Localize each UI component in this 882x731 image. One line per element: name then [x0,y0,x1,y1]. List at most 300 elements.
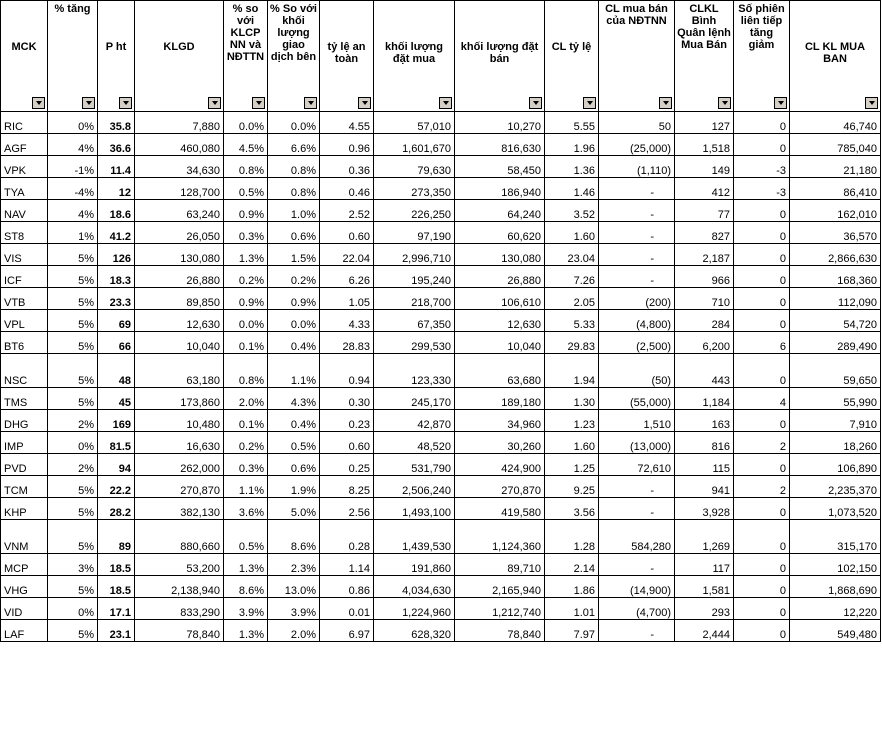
cell-pct-khoi-luong[interactable]: 13.0% [268,576,320,598]
cell-ty-le-an-toan[interactable]: 6.26 [320,266,374,288]
cell-cl-mua-ban[interactable]: 72,610 [599,454,675,476]
cell-klgd[interactable]: 173,860 [135,388,224,410]
cell-p-ht[interactable]: 18.3 [98,266,135,288]
cell-pct-tang[interactable]: 5% [48,266,98,288]
cell-cl-ty-le[interactable]: 1.94 [545,354,599,388]
cell-ty-le-an-toan[interactable]: 0.28 [320,520,374,554]
cell-cl-ty-le[interactable]: 1.60 [545,222,599,244]
cell-kl-dat-mua[interactable]: 195,240 [374,266,455,288]
cell-klgd[interactable]: 130,080 [135,244,224,266]
cell-pct-khoi-luong[interactable]: 1.9% [268,476,320,498]
cell-pct-klcp[interactable]: 8.6% [224,576,268,598]
cell-clkl-binh-quan[interactable]: 163 [675,410,734,432]
cell-pct-tang[interactable]: 5% [48,520,98,554]
cell-cl-kl-mua-ban[interactable]: 2,235,370 [790,476,881,498]
cell-mck[interactable]: NAV [1,200,48,222]
cell-kl-dat-mua[interactable]: 245,170 [374,388,455,410]
cell-klgd[interactable]: 78,840 [135,620,224,642]
cell-ty-le-an-toan[interactable]: 22.04 [320,244,374,266]
filter-dropdown-icon[interactable] [659,97,672,109]
cell-cl-ty-le[interactable]: 2.14 [545,554,599,576]
cell-cl-kl-mua-ban[interactable]: 102,150 [790,554,881,576]
cell-clkl-binh-quan[interactable]: 3,928 [675,498,734,520]
cell-cl-kl-mua-ban[interactable]: 21,180 [790,156,881,178]
cell-pct-klcp[interactable]: 1.3% [224,554,268,576]
cell-cl-ty-le[interactable]: 7.26 [545,266,599,288]
cell-p-ht[interactable]: 48 [98,354,135,388]
cell-kl-dat-ban[interactable]: 816,630 [455,134,545,156]
cell-pct-khoi-luong[interactable]: 3.9% [268,598,320,620]
cell-cl-ty-le[interactable]: 1.96 [545,134,599,156]
cell-cl-kl-mua-ban[interactable]: 1,073,520 [790,498,881,520]
cell-ty-le-an-toan[interactable]: 0.60 [320,222,374,244]
cell-clkl-binh-quan[interactable]: 2,187 [675,244,734,266]
filter-dropdown-icon[interactable] [358,97,371,109]
cell-kl-dat-mua[interactable]: 191,860 [374,554,455,576]
cell-kl-dat-ban[interactable]: 1,124,360 [455,520,545,554]
cell-ty-le-an-toan[interactable]: 4.33 [320,310,374,332]
cell-klgd[interactable]: 2,138,940 [135,576,224,598]
filter-dropdown-icon[interactable] [718,97,731,109]
cell-kl-dat-ban[interactable]: 419,580 [455,498,545,520]
cell-pct-khoi-luong[interactable]: 8.6% [268,520,320,554]
cell-cl-mua-ban[interactable]: (25,000) [599,134,675,156]
cell-kl-dat-ban[interactable]: 64,240 [455,200,545,222]
cell-mck[interactable]: DHG [1,410,48,432]
cell-pct-tang[interactable]: 5% [48,354,98,388]
cell-kl-dat-mua[interactable]: 1,493,100 [374,498,455,520]
cell-pct-klcp[interactable]: 0.2% [224,266,268,288]
cell-kl-dat-ban[interactable]: 63,680 [455,354,545,388]
cell-cl-mua-ban[interactable]: (13,000) [599,432,675,454]
cell-mck[interactable]: LAF [1,620,48,642]
cell-cl-kl-mua-ban[interactable]: 12,220 [790,598,881,620]
cell-pct-khoi-luong[interactable]: 1.0% [268,200,320,222]
cell-so-phien[interactable]: 0 [734,134,790,156]
cell-kl-dat-mua[interactable]: 48,520 [374,432,455,454]
cell-cl-kl-mua-ban[interactable]: 54,720 [790,310,881,332]
cell-so-phien[interactable]: 2 [734,476,790,498]
cell-clkl-binh-quan[interactable]: 117 [675,554,734,576]
cell-ty-le-an-toan[interactable]: 0.60 [320,432,374,454]
cell-so-phien[interactable]: 0 [734,266,790,288]
cell-ty-le-an-toan[interactable]: 28.83 [320,332,374,354]
filter-dropdown-icon[interactable] [208,97,221,109]
cell-cl-kl-mua-ban[interactable]: 36,570 [790,222,881,244]
cell-p-ht[interactable]: 35.8 [98,112,135,134]
cell-pct-khoi-luong[interactable]: 0.2% [268,266,320,288]
cell-pct-khoi-luong[interactable]: 0.5% [268,432,320,454]
cell-ty-le-an-toan[interactable]: 0.36 [320,156,374,178]
cell-clkl-binh-quan[interactable]: 2,444 [675,620,734,642]
cell-pct-klcp[interactable]: 2.0% [224,388,268,410]
cell-so-phien[interactable]: 0 [734,244,790,266]
cell-cl-mua-ban[interactable]: (4,800) [599,310,675,332]
cell-ty-le-an-toan[interactable]: 0.86 [320,576,374,598]
cell-so-phien[interactable]: 0 [734,520,790,554]
cell-p-ht[interactable]: 11.4 [98,156,135,178]
cell-klgd[interactable]: 12,630 [135,310,224,332]
cell-cl-mua-ban[interactable]: (50) [599,354,675,388]
cell-kl-dat-mua[interactable]: 57,010 [374,112,455,134]
cell-klgd[interactable]: 63,180 [135,354,224,388]
cell-so-phien[interactable]: 0 [734,598,790,620]
cell-so-phien[interactable]: -3 [734,156,790,178]
cell-pct-tang[interactable]: 4% [48,200,98,222]
cell-p-ht[interactable]: 126 [98,244,135,266]
cell-pct-tang[interactable]: 0% [48,432,98,454]
cell-pct-tang[interactable]: 5% [48,388,98,410]
cell-pct-klcp[interactable]: 0.1% [224,332,268,354]
cell-clkl-binh-quan[interactable]: 1,269 [675,520,734,554]
cell-mck[interactable]: MCP [1,554,48,576]
cell-klgd[interactable]: 10,040 [135,332,224,354]
cell-cl-mua-ban[interactable]: 50 [599,112,675,134]
cell-klgd[interactable]: 880,660 [135,520,224,554]
cell-pct-klcp[interactable]: 0.2% [224,432,268,454]
cell-pct-tang[interactable]: 3% [48,554,98,576]
cell-cl-mua-ban[interactable]: 1,510 [599,410,675,432]
cell-clkl-binh-quan[interactable]: 827 [675,222,734,244]
cell-mck[interactable]: RIC [1,112,48,134]
cell-pct-tang[interactable]: 2% [48,454,98,476]
cell-mck[interactable]: VTB [1,288,48,310]
cell-pct-tang[interactable]: 2% [48,410,98,432]
cell-pct-klcp[interactable]: 0.9% [224,288,268,310]
cell-cl-mua-ban[interactable]: (2,500) [599,332,675,354]
cell-p-ht[interactable]: 89 [98,520,135,554]
cell-pct-khoi-luong[interactable]: 0.9% [268,288,320,310]
cell-kl-dat-mua[interactable]: 273,350 [374,178,455,200]
cell-mck[interactable]: AGF [1,134,48,156]
cell-cl-ty-le[interactable]: 1.36 [545,156,599,178]
cell-pct-khoi-luong[interactable]: 0.8% [268,178,320,200]
cell-pct-tang[interactable]: 5% [48,576,98,598]
cell-pct-khoi-luong[interactable]: 1.5% [268,244,320,266]
cell-so-phien[interactable]: 0 [734,200,790,222]
cell-cl-ty-le[interactable]: 1.25 [545,454,599,476]
cell-pct-khoi-luong[interactable]: 2.0% [268,620,320,642]
cell-kl-dat-mua[interactable]: 2,506,240 [374,476,455,498]
cell-cl-mua-ban[interactable]: - [599,266,675,288]
cell-ty-le-an-toan[interactable]: 0.46 [320,178,374,200]
cell-p-ht[interactable]: 18.5 [98,576,135,598]
cell-clkl-binh-quan[interactable]: 966 [675,266,734,288]
cell-pct-khoi-luong[interactable]: 0.6% [268,222,320,244]
cell-mck[interactable]: NSC [1,354,48,388]
cell-kl-dat-ban[interactable]: 424,900 [455,454,545,476]
cell-klgd[interactable]: 262,000 [135,454,224,476]
cell-cl-ty-le[interactable]: 1.30 [545,388,599,410]
cell-ty-le-an-toan[interactable]: 6.97 [320,620,374,642]
cell-ty-le-an-toan[interactable]: 0.94 [320,354,374,388]
cell-kl-dat-ban[interactable]: 58,450 [455,156,545,178]
cell-clkl-binh-quan[interactable]: 1,518 [675,134,734,156]
cell-cl-mua-ban[interactable]: (1,110) [599,156,675,178]
cell-ty-le-an-toan[interactable]: 0.23 [320,410,374,432]
cell-pct-klcp[interactable]: 1.1% [224,476,268,498]
cell-klgd[interactable]: 10,480 [135,410,224,432]
cell-clkl-binh-quan[interactable]: 6,200 [675,332,734,354]
cell-clkl-binh-quan[interactable]: 816 [675,432,734,454]
cell-cl-kl-mua-ban[interactable]: 315,170 [790,520,881,554]
cell-pct-klcp[interactable]: 0.8% [224,354,268,388]
cell-cl-kl-mua-ban[interactable]: 2,866,630 [790,244,881,266]
cell-cl-ty-le[interactable]: 2.05 [545,288,599,310]
cell-clkl-binh-quan[interactable]: 1,581 [675,576,734,598]
cell-pct-khoi-luong[interactable]: 0.6% [268,454,320,476]
cell-kl-dat-ban[interactable]: 89,710 [455,554,545,576]
cell-kl-dat-mua[interactable]: 2,996,710 [374,244,455,266]
cell-so-phien[interactable]: 0 [734,310,790,332]
cell-clkl-binh-quan[interactable]: 284 [675,310,734,332]
cell-klgd[interactable]: 26,050 [135,222,224,244]
cell-mck[interactable]: TMS [1,388,48,410]
cell-cl-mua-ban[interactable]: - [599,476,675,498]
cell-kl-dat-ban[interactable]: 186,940 [455,178,545,200]
cell-pct-klcp[interactable]: 0.3% [224,454,268,476]
cell-clkl-binh-quan[interactable]: 293 [675,598,734,620]
cell-p-ht[interactable]: 28.2 [98,498,135,520]
cell-pct-khoi-luong[interactable]: 5.0% [268,498,320,520]
cell-pct-klcp[interactable]: 0.9% [224,200,268,222]
cell-cl-kl-mua-ban[interactable]: 18,260 [790,432,881,454]
cell-mck[interactable]: IMP [1,432,48,454]
cell-p-ht[interactable]: 18.6 [98,200,135,222]
cell-kl-dat-mua[interactable]: 4,034,630 [374,576,455,598]
filter-dropdown-icon[interactable] [304,97,317,109]
cell-p-ht[interactable]: 66 [98,332,135,354]
cell-kl-dat-ban[interactable]: 10,270 [455,112,545,134]
cell-pct-klcp[interactable]: 1.3% [224,244,268,266]
cell-pct-tang[interactable]: 1% [48,222,98,244]
cell-cl-kl-mua-ban[interactable]: 86,410 [790,178,881,200]
cell-cl-ty-le[interactable]: 1.01 [545,598,599,620]
cell-clkl-binh-quan[interactable]: 710 [675,288,734,310]
cell-mck[interactable]: KHP [1,498,48,520]
cell-cl-ty-le[interactable]: 23.04 [545,244,599,266]
cell-cl-kl-mua-ban[interactable]: 162,010 [790,200,881,222]
cell-mck[interactable]: VIS [1,244,48,266]
cell-pct-tang[interactable]: 5% [48,476,98,498]
cell-kl-dat-mua[interactable]: 1,224,960 [374,598,455,620]
cell-pct-klcp[interactable]: 0.0% [224,112,268,134]
cell-cl-ty-le[interactable]: 1.28 [545,520,599,554]
cell-klgd[interactable]: 89,850 [135,288,224,310]
cell-pct-klcp[interactable]: 0.5% [224,178,268,200]
cell-kl-dat-mua[interactable]: 218,700 [374,288,455,310]
cell-klgd[interactable]: 26,880 [135,266,224,288]
cell-pct-tang[interactable]: -1% [48,156,98,178]
cell-klgd[interactable]: 16,630 [135,432,224,454]
filter-dropdown-icon[interactable] [529,97,542,109]
cell-p-ht[interactable]: 22.2 [98,476,135,498]
cell-pct-tang[interactable]: 5% [48,332,98,354]
cell-kl-dat-ban[interactable]: 12,630 [455,310,545,332]
cell-p-ht[interactable]: 23.3 [98,288,135,310]
cell-cl-ty-le[interactable]: 1.60 [545,432,599,454]
cell-pct-klcp[interactable]: 1.3% [224,620,268,642]
cell-clkl-binh-quan[interactable]: 127 [675,112,734,134]
cell-so-phien[interactable]: 0 [734,576,790,598]
cell-p-ht[interactable]: 169 [98,410,135,432]
cell-mck[interactable]: VHG [1,576,48,598]
cell-cl-ty-le[interactable]: 7.97 [545,620,599,642]
cell-cl-mua-ban[interactable]: (4,700) [599,598,675,620]
cell-pct-khoi-luong[interactable]: 0.4% [268,332,320,354]
cell-mck[interactable]: VPL [1,310,48,332]
cell-klgd[interactable]: 63,240 [135,200,224,222]
cell-pct-khoi-luong[interactable]: 0.4% [268,410,320,432]
cell-klgd[interactable]: 53,200 [135,554,224,576]
cell-clkl-binh-quan[interactable]: 443 [675,354,734,388]
cell-so-phien[interactable]: 0 [734,620,790,642]
cell-cl-mua-ban[interactable]: (200) [599,288,675,310]
cell-cl-kl-mua-ban[interactable]: 112,090 [790,288,881,310]
cell-kl-dat-ban[interactable]: 34,960 [455,410,545,432]
cell-mck[interactable]: VID [1,598,48,620]
cell-p-ht[interactable]: 17.1 [98,598,135,620]
cell-pct-klcp[interactable]: 3.6% [224,498,268,520]
filter-dropdown-icon[interactable] [119,97,132,109]
cell-kl-dat-ban[interactable]: 78,840 [455,620,545,642]
cell-klgd[interactable]: 382,130 [135,498,224,520]
cell-cl-kl-mua-ban[interactable]: 106,890 [790,454,881,476]
cell-kl-dat-mua[interactable]: 123,330 [374,354,455,388]
cell-so-phien[interactable]: 0 [734,554,790,576]
cell-kl-dat-ban[interactable]: 30,260 [455,432,545,454]
cell-cl-mua-ban[interactable]: (55,000) [599,388,675,410]
cell-cl-ty-le[interactable]: 1.23 [545,410,599,432]
cell-kl-dat-ban[interactable]: 189,180 [455,388,545,410]
cell-mck[interactable]: BT6 [1,332,48,354]
cell-pct-klcp[interactable]: 0.3% [224,222,268,244]
cell-cl-mua-ban[interactable]: (14,900) [599,576,675,598]
cell-so-phien[interactable]: 4 [734,388,790,410]
cell-clkl-binh-quan[interactable]: 1,184 [675,388,734,410]
cell-ty-le-an-toan[interactable]: 8.25 [320,476,374,498]
cell-klgd[interactable]: 270,870 [135,476,224,498]
cell-pct-khoi-luong[interactable]: 0.8% [268,156,320,178]
cell-kl-dat-mua[interactable]: 97,190 [374,222,455,244]
cell-p-ht[interactable]: 23.1 [98,620,135,642]
cell-clkl-binh-quan[interactable]: 115 [675,454,734,476]
cell-pct-khoi-luong[interactable]: 2.3% [268,554,320,576]
cell-ty-le-an-toan[interactable]: 1.05 [320,288,374,310]
cell-klgd[interactable]: 34,630 [135,156,224,178]
cell-cl-ty-le[interactable]: 9.25 [545,476,599,498]
cell-cl-kl-mua-ban[interactable]: 289,490 [790,332,881,354]
filter-dropdown-icon[interactable] [865,97,878,109]
cell-ty-le-an-toan[interactable]: 2.56 [320,498,374,520]
cell-kl-dat-mua[interactable]: 628,320 [374,620,455,642]
cell-klgd[interactable]: 460,080 [135,134,224,156]
cell-clkl-binh-quan[interactable]: 941 [675,476,734,498]
cell-klgd[interactable]: 7,880 [135,112,224,134]
cell-so-phien[interactable]: 0 [734,410,790,432]
cell-pct-tang[interactable]: 0% [48,598,98,620]
cell-mck[interactable]: TCM [1,476,48,498]
cell-so-phien[interactable]: 0 [734,454,790,476]
cell-mck[interactable]: VPK [1,156,48,178]
cell-ty-le-an-toan[interactable]: 0.96 [320,134,374,156]
cell-pct-klcp[interactable]: 0.1% [224,410,268,432]
cell-pct-klcp[interactable]: 3.9% [224,598,268,620]
cell-pct-tang[interactable]: 5% [48,498,98,520]
cell-kl-dat-ban[interactable]: 1,212,740 [455,598,545,620]
cell-cl-mua-ban[interactable]: - [599,200,675,222]
cell-cl-mua-ban[interactable]: - [599,498,675,520]
cell-cl-kl-mua-ban[interactable]: 1,868,690 [790,576,881,598]
cell-kl-dat-mua[interactable]: 1,601,670 [374,134,455,156]
cell-cl-mua-ban[interactable]: - [599,178,675,200]
cell-klgd[interactable]: 833,290 [135,598,224,620]
cell-cl-kl-mua-ban[interactable]: 785,040 [790,134,881,156]
cell-so-phien[interactable]: 6 [734,332,790,354]
cell-ty-le-an-toan[interactable]: 1.14 [320,554,374,576]
cell-p-ht[interactable]: 12 [98,178,135,200]
cell-mck[interactable]: VNM [1,520,48,554]
cell-pct-klcp[interactable]: 0.8% [224,156,268,178]
cell-cl-ty-le[interactable]: 5.33 [545,310,599,332]
cell-cl-kl-mua-ban[interactable]: 168,360 [790,266,881,288]
cell-so-phien[interactable]: 0 [734,222,790,244]
cell-cl-mua-ban[interactable]: - [599,244,675,266]
cell-p-ht[interactable]: 45 [98,388,135,410]
filter-dropdown-icon[interactable] [82,97,95,109]
cell-so-phien[interactable]: 0 [734,498,790,520]
cell-so-phien[interactable]: -3 [734,178,790,200]
cell-kl-dat-ban[interactable]: 106,610 [455,288,545,310]
cell-kl-dat-ban[interactable]: 130,080 [455,244,545,266]
cell-pct-tang[interactable]: 5% [48,288,98,310]
cell-p-ht[interactable]: 81.5 [98,432,135,454]
cell-clkl-binh-quan[interactable]: 412 [675,178,734,200]
cell-kl-dat-ban[interactable]: 10,040 [455,332,545,354]
cell-cl-kl-mua-ban[interactable]: 7,910 [790,410,881,432]
cell-pct-tang[interactable]: 5% [48,244,98,266]
cell-cl-mua-ban[interactable]: - [599,620,675,642]
cell-cl-ty-le[interactable]: 3.56 [545,498,599,520]
cell-so-phien[interactable]: 0 [734,112,790,134]
cell-cl-mua-ban[interactable]: 584,280 [599,520,675,554]
cell-cl-ty-le[interactable]: 1.86 [545,576,599,598]
cell-p-ht[interactable]: 18.5 [98,554,135,576]
filter-dropdown-icon[interactable] [774,97,787,109]
cell-ty-le-an-toan[interactable]: 0.01 [320,598,374,620]
cell-klgd[interactable]: 128,700 [135,178,224,200]
cell-kl-dat-mua[interactable]: 67,350 [374,310,455,332]
cell-kl-dat-ban[interactable]: 60,620 [455,222,545,244]
cell-clkl-binh-quan[interactable]: 149 [675,156,734,178]
cell-pct-tang[interactable]: -4% [48,178,98,200]
cell-kl-dat-mua[interactable]: 299,530 [374,332,455,354]
cell-clkl-binh-quan[interactable]: 77 [675,200,734,222]
cell-cl-kl-mua-ban[interactable]: 59,650 [790,354,881,388]
cell-cl-kl-mua-ban[interactable]: 55,990 [790,388,881,410]
cell-kl-dat-ban[interactable]: 26,880 [455,266,545,288]
cell-pct-tang[interactable]: 5% [48,620,98,642]
cell-ty-le-an-toan[interactable]: 0.30 [320,388,374,410]
cell-ty-le-an-toan[interactable]: 2.52 [320,200,374,222]
cell-pct-khoi-luong[interactable]: 1.1% [268,354,320,388]
cell-pct-tang[interactable]: 5% [48,310,98,332]
cell-p-ht[interactable]: 69 [98,310,135,332]
cell-pct-klcp[interactable]: 4.5% [224,134,268,156]
cell-cl-ty-le[interactable]: 5.55 [545,112,599,134]
cell-kl-dat-mua[interactable]: 531,790 [374,454,455,476]
cell-p-ht[interactable]: 41.2 [98,222,135,244]
